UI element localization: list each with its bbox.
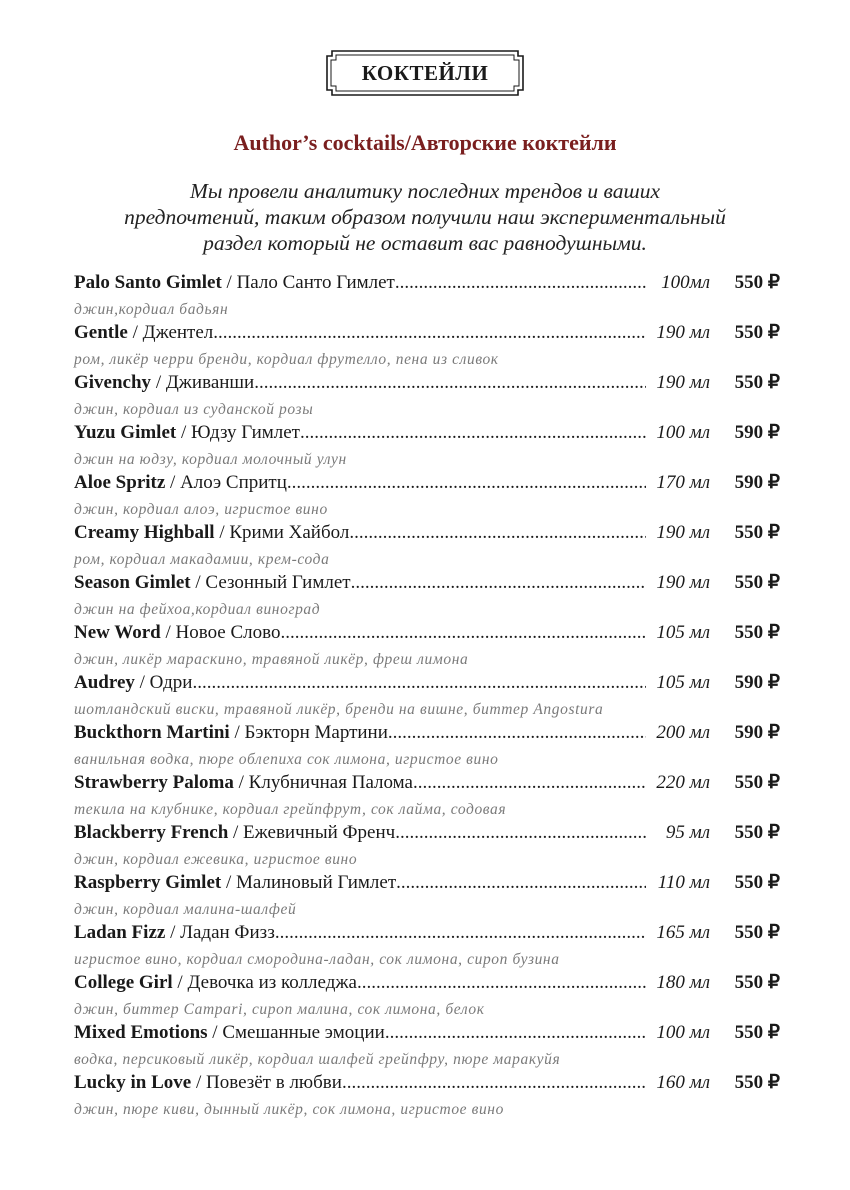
cocktail-name-ru: Ладан Физз	[180, 922, 275, 943]
cocktail-ingredients: джин на фейхоа,кордиал виноград	[74, 601, 321, 618]
name-separator: /	[207, 1022, 223, 1043]
menu-item-row	[74, 921, 780, 949]
name-separator: /	[221, 272, 237, 293]
name-separator: /	[214, 522, 230, 543]
cocktail-name-ru: Девочка из колледжа	[187, 972, 357, 993]
cocktail-volume: 105 мл	[656, 622, 710, 643]
cocktail-volume: 165 мл	[656, 922, 710, 943]
menu-item-row	[74, 871, 780, 899]
section-intro	[120, 178, 730, 256]
cocktail-name-ru: Джентел	[142, 322, 214, 343]
name-separator: /	[134, 672, 150, 693]
dot-leader	[342, 1072, 646, 1094]
cocktail-price: 590 ₽	[734, 422, 780, 443]
cocktail-name: Blackberry French	[74, 822, 229, 843]
menu-item	[74, 271, 780, 321]
cocktail-name-ru: Одри	[149, 672, 193, 693]
dot-leader	[192, 672, 646, 694]
cocktail-price: 550 ₽	[734, 1072, 780, 1093]
cocktail-name-ru: Алоэ Спритц	[180, 472, 287, 493]
menu-item-row	[74, 571, 780, 599]
dot-leader	[396, 872, 646, 894]
cocktail-price: 550 ₽	[734, 272, 780, 293]
cocktail-name-ru: Новое Слово	[175, 622, 281, 643]
name-separator: /	[165, 922, 181, 943]
cocktail-ingredients: джин, биттер Campari, сироп малина, сок лимона, белок	[74, 1001, 485, 1018]
menu-item	[74, 671, 780, 721]
cocktail-ingredients: ванильная водка, пюре облепиха сок лимона, игристое вино	[74, 751, 499, 768]
cocktail-name-ru: Клубничная Палома	[248, 772, 413, 793]
dot-leader	[349, 522, 646, 544]
cocktail-volume: 180 мл	[656, 972, 710, 993]
name-separator: /	[160, 622, 176, 643]
menu-item-row	[74, 271, 780, 299]
cocktail-ingredients: водка, персиковый ликёр, кордиал шалфей грейпфру, пюре маракуйя	[74, 1051, 561, 1068]
cocktail-name: Palo Santo Gimlet	[74, 272, 222, 293]
cocktail-volume: 100мл	[661, 272, 710, 293]
cocktail-name: Aloe Spritz	[74, 472, 166, 493]
menu-item	[74, 321, 780, 371]
cocktail-name-ru: Сезонный Гимлет	[205, 572, 351, 593]
cocktail-name-ru: Пало Санто Гимлет	[236, 272, 395, 293]
cocktail-volume: 190 мл	[656, 522, 710, 543]
menu-item-row	[74, 1021, 780, 1049]
menu-item	[74, 771, 780, 821]
cocktail-price: 550 ₽	[734, 622, 780, 643]
cocktail-ingredients: джин, кордиал ежевика, игристое вино	[74, 851, 358, 868]
dot-leader	[300, 422, 646, 444]
cocktail-ingredients: джин, кордиал алоэ, игристое вино	[74, 501, 328, 518]
cocktail-ingredients: игристое вино, кордиал смородина-ладан, сок лимона, сироп бузина	[74, 951, 560, 968]
cocktail-ingredients: ром, ликёр черри бренди, кордиал фрутелло, пена из сливок	[74, 351, 499, 368]
cocktail-volume: 100 мл	[656, 422, 710, 443]
name-separator: /	[176, 422, 191, 443]
menu-item-row	[74, 321, 780, 349]
cocktail-ingredients: джин, пюре киви, дынный ликёр, сок лимона, игристое вино	[74, 1101, 504, 1118]
menu-item	[74, 971, 780, 1021]
cocktail-price: 550 ₽	[734, 972, 780, 993]
menu-item	[74, 821, 780, 871]
cocktail-name: College Girl	[74, 972, 173, 993]
cocktail-name: Yuzu Gimlet	[74, 422, 177, 443]
dot-leader	[281, 622, 647, 644]
cocktail-name-ru: Ежевичный Френч	[243, 822, 396, 843]
cocktail-name-ru: Малиновый Гимлет	[236, 872, 397, 893]
name-separator: /	[191, 1072, 206, 1093]
cocktail-name: Season Gimlet	[74, 572, 191, 593]
menu-item-row	[74, 521, 780, 549]
dot-leader	[287, 472, 646, 494]
menu-item	[74, 721, 780, 771]
cocktail-volume: 220 мл	[656, 772, 710, 793]
name-separator: /	[190, 572, 206, 593]
intro-line: предпочтений, таким образом получили наш экспериментальный	[124, 205, 726, 229]
cocktail-volume: 110 мл	[657, 872, 710, 893]
menu-item	[74, 471, 780, 521]
cocktail-price: 550 ₽	[734, 322, 780, 343]
section-title: Author’s cocktails/Авторские коктейли	[233, 130, 617, 155]
menu-item	[74, 371, 780, 421]
cocktail-price: 550 ₽	[734, 822, 780, 843]
cocktail-volume: 190 мл	[656, 322, 710, 343]
cocktail-name: Lucky in Love	[74, 1072, 192, 1093]
cocktail-volume: 190 мл	[656, 572, 710, 593]
dot-leader	[357, 972, 646, 994]
menu-item-row	[74, 771, 780, 799]
cocktail-name: Raspberry Gimlet	[74, 872, 222, 893]
page-title: КОКТЕЙЛИ	[361, 60, 489, 85]
cocktail-name: Buckthorn Martini	[74, 722, 230, 743]
menu-item-row	[74, 821, 780, 849]
cocktail-price: 590 ₽	[734, 472, 780, 493]
menu-item	[74, 921, 780, 971]
cocktail-price: 550 ₽	[734, 522, 780, 543]
cocktail-name: Strawberry Paloma	[74, 772, 234, 793]
cocktail-name: New Word	[74, 622, 161, 643]
name-separator: /	[127, 322, 143, 343]
cocktail-name-ru: Юдзу Гимлет	[191, 422, 300, 443]
dot-leader	[213, 322, 646, 344]
cocktail-list	[74, 271, 780, 1121]
cocktail-price: 550 ₽	[734, 1022, 780, 1043]
name-separator: /	[151, 372, 166, 393]
menu-item-row	[74, 471, 780, 499]
cocktail-volume: 160 мл	[656, 1072, 710, 1093]
menu-item	[74, 421, 780, 471]
cocktail-volume: 190 мл	[656, 372, 710, 393]
cocktail-name-ru: Смешанные эмоции	[222, 1022, 385, 1043]
cocktail-name-ru: Бэкторн Мартини	[244, 722, 388, 743]
name-separator: /	[165, 472, 181, 493]
cocktail-price: 550 ₽	[734, 872, 780, 893]
cocktail-volume: 100 мл	[656, 1022, 710, 1043]
cocktail-volume: 200 мл	[656, 722, 710, 743]
menu-item-row	[74, 1071, 780, 1099]
cocktail-name: Gentle	[74, 322, 128, 343]
intro-line: Мы провели аналитику последних трендов и ваших	[189, 179, 661, 203]
cocktail-ingredients: ром, кордиал макадамии, крем-сода	[74, 551, 330, 568]
menu-item-row	[74, 621, 780, 649]
name-separator: /	[221, 872, 237, 893]
menu-item	[74, 871, 780, 921]
menu-item	[74, 621, 780, 671]
menu-item-row	[74, 671, 780, 699]
cocktail-price: 590 ₽	[734, 722, 780, 743]
menu-item-row	[74, 971, 780, 999]
cocktail-ingredients: шотландский виски, травяной ликёр, бренди на вишне, биттер Angostura	[74, 701, 604, 718]
cocktail-ingredients: джин, кордиал малина-шалфей	[74, 901, 297, 918]
cocktail-volume: 170 мл	[656, 472, 710, 493]
cocktail-name: Givenchy	[74, 372, 152, 393]
dot-leader	[254, 372, 646, 394]
menu-item-row	[74, 421, 780, 449]
cocktail-volume: 105 мл	[656, 672, 710, 693]
cocktail-name-ru: Дживанши	[165, 372, 255, 393]
cocktail-ingredients: текила на клубнике, кордиал грейпфрут, сок лайма, содовая	[74, 801, 507, 818]
cocktail-price: 550 ₽	[734, 772, 780, 793]
dot-leader	[388, 722, 646, 744]
intro-line: раздел который не оставит вас равнодушными.	[203, 231, 647, 255]
name-separator: /	[228, 822, 244, 843]
cocktail-name: Mixed Emotions	[74, 1022, 208, 1043]
cocktail-price: 550 ₽	[734, 372, 780, 393]
menu-item	[74, 1071, 780, 1121]
cocktail-name: Audrey	[74, 672, 135, 693]
dot-leader	[351, 572, 646, 594]
dot-leader	[395, 272, 646, 294]
name-separator: /	[233, 772, 249, 793]
cocktail-name-ru: Крими Хайбол	[229, 522, 350, 543]
menu-item	[74, 571, 780, 621]
cocktail-price: 590 ₽	[734, 672, 780, 693]
dot-leader	[413, 772, 646, 794]
cocktail-name-ru: Повезёт в любви	[205, 1072, 342, 1093]
cocktail-price: 550 ₽	[734, 922, 780, 943]
menu-item	[74, 521, 780, 571]
cocktail-ingredients: джин, ликёр мараскино, травяной ликёр, фреш лимона	[74, 651, 469, 668]
dot-leader	[275, 922, 646, 944]
cocktail-name: Ladan Fizz	[74, 922, 166, 943]
menu-item-row	[74, 721, 780, 749]
menu-item	[74, 1021, 780, 1071]
title-frame	[326, 50, 524, 96]
cocktail-volume: 95 мл	[665, 822, 710, 843]
cocktail-ingredients: джин на юдзу, кордиал молочный улун	[74, 451, 347, 468]
menu-item-row	[74, 371, 780, 399]
dot-leader	[385, 1022, 646, 1044]
name-separator: /	[172, 972, 188, 993]
cocktail-ingredients: джин, кордиал из суданской розы	[74, 401, 314, 418]
name-separator: /	[229, 722, 245, 743]
cocktail-ingredients: джин,кордиал бадьян	[74, 301, 229, 318]
cocktail-name: Creamy Highball	[74, 522, 215, 543]
cocktail-price: 550 ₽	[734, 572, 780, 593]
dot-leader	[395, 822, 646, 844]
